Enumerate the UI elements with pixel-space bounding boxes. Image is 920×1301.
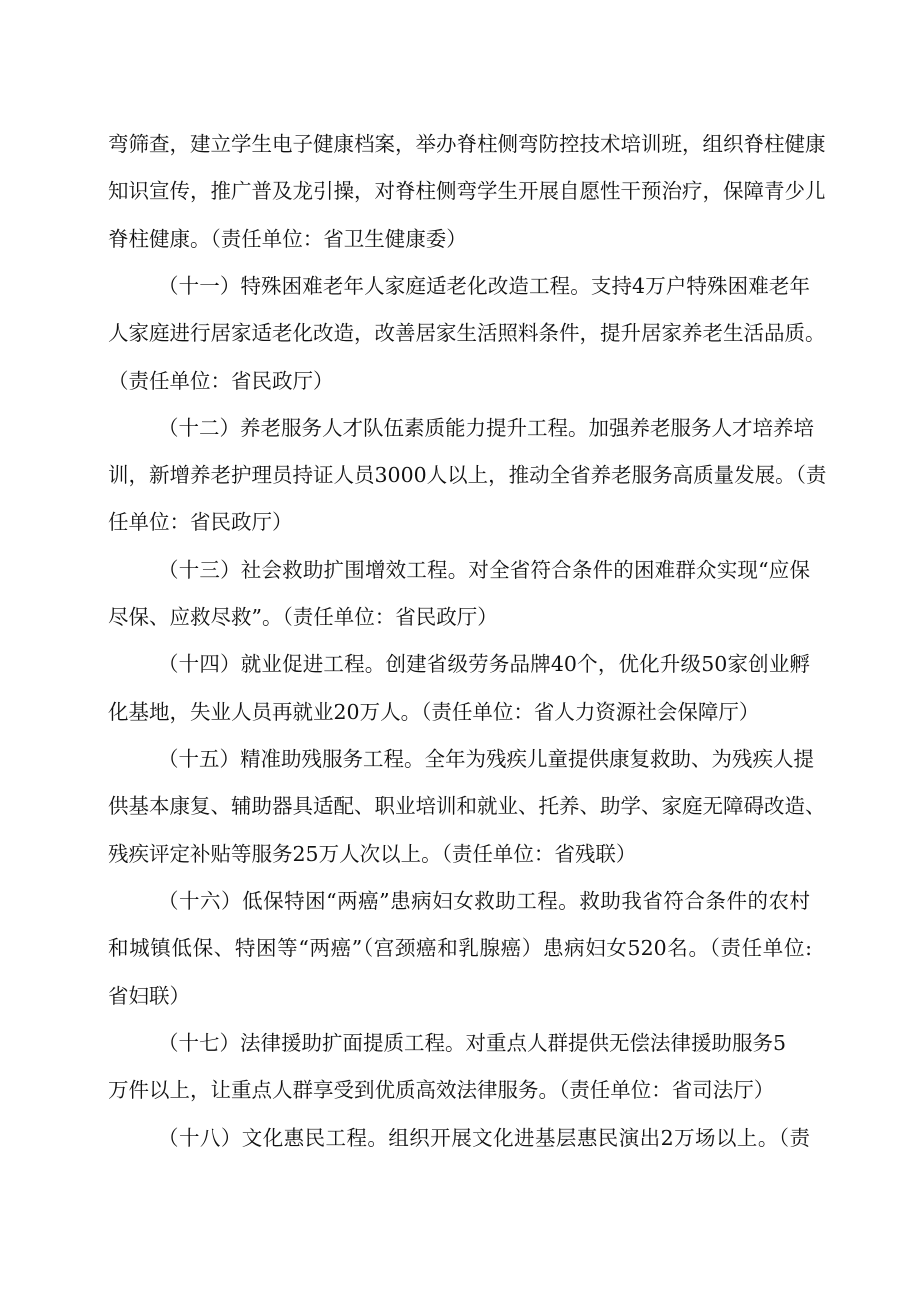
text-line-content: 人家庭进行居家适老化改造，改善居家生活照料条件，提升居家养老生活品质。 [108, 321, 826, 345]
text-line [0, 600, 920, 634]
text-line-content: 省妇联） [108, 984, 190, 1008]
text-line [0, 458, 920, 492]
text-line [0, 931, 920, 965]
text-line [0, 837, 920, 871]
text-line [0, 316, 920, 350]
text-line-content: 供基本康复、辅助器具适配、职业培训和就业、托养、助学、家庭无障碍改造、 [108, 794, 826, 818]
text-line-content: 知识宣传，推广普及龙引操，对脊柱侧弯学生开展自愿性干预治疗，保障青少儿 [108, 179, 826, 203]
text-line-content: 和城镇低保、特困等“两癌”（宫颈癌和乳腺癌）患病妇女520名。（责任单位: [108, 936, 812, 960]
text-line-content: 化基地，失业人员再就业20万人。（责任单位：省人力资源社会保障厅） [108, 700, 760, 724]
paragraph-first-line [0, 269, 920, 303]
text-line-content: （十四）就业促进工程。创建省级劳务品牌40个，优化升级50家创业孵 [158, 652, 810, 676]
text-line-content: （十五）精准助残服务工程。全年为残疾儿童提供康复救助、为残疾人提 [158, 747, 814, 771]
paragraph-first-line [0, 1026, 920, 1060]
text-line-content: （责任单位：省民政厅） [108, 369, 334, 393]
text-line [0, 1073, 920, 1107]
paragraph-first-line [0, 411, 920, 445]
text-line [0, 222, 920, 256]
text-line-content: 训，新增养老护理员持证人员3000人以上，推动全省养老服务高质量发展。（责 [108, 463, 827, 487]
text-line [0, 364, 920, 398]
text-line [0, 979, 920, 1013]
text-line-content: （十二）养老服务人才队伍素质能力提升工程。加强养老服务人才培养培 [158, 416, 814, 440]
text-line-content: 弯筛查，建立学生电子健康档案，举办脊柱侧弯防控技术培训班，组织脊柱健康 [108, 132, 826, 156]
text-line-content: （十一）特殊困难老年人家庭适老化改造工程。支持4万户特殊困难老年 [158, 274, 810, 298]
text-line [0, 789, 920, 823]
paragraph-first-line [0, 884, 920, 918]
paragraph-first-line [0, 742, 920, 776]
text-line [0, 695, 920, 729]
paragraph-first-line [0, 647, 920, 681]
text-line [0, 127, 920, 161]
text-line-content: （十七）法律援助扩面提质工程。对重点人群提供无偿法律援助服务5 [158, 1031, 787, 1055]
text-line-content: 尽保、应救尽救”。（责任单位：省民政厅） [108, 605, 498, 629]
text-line [0, 505, 920, 539]
paragraph-first-line [0, 1121, 920, 1155]
text-line-content: （十三）社会救助扩围增效工程。对全省符合条件的困难群众实现“应保 [158, 558, 810, 582]
text-line-content: 任单位：省民政厅） [108, 510, 293, 534]
text-line-content: （十六）低保特困“两癌”患病妇女救助工程。救助我省符合条件的农村 [158, 889, 810, 913]
text-line-content: 残疾评定补贴等服务25万人次以上。（责任单位：省残联） [108, 842, 637, 866]
text-line-content: 万件以上，让重点人群享受到优质高效法律服务。（责任单位：省司法厅） [108, 1078, 775, 1102]
text-line [0, 174, 920, 208]
text-line-content: （十八）文化惠民工程。组织开展文化进基层惠民演出2万场以上。（责 [158, 1126, 810, 1150]
text-line-content: 脊柱健康。（责任单位：省卫生健康委） [108, 227, 467, 251]
paragraph-first-line [0, 553, 920, 587]
